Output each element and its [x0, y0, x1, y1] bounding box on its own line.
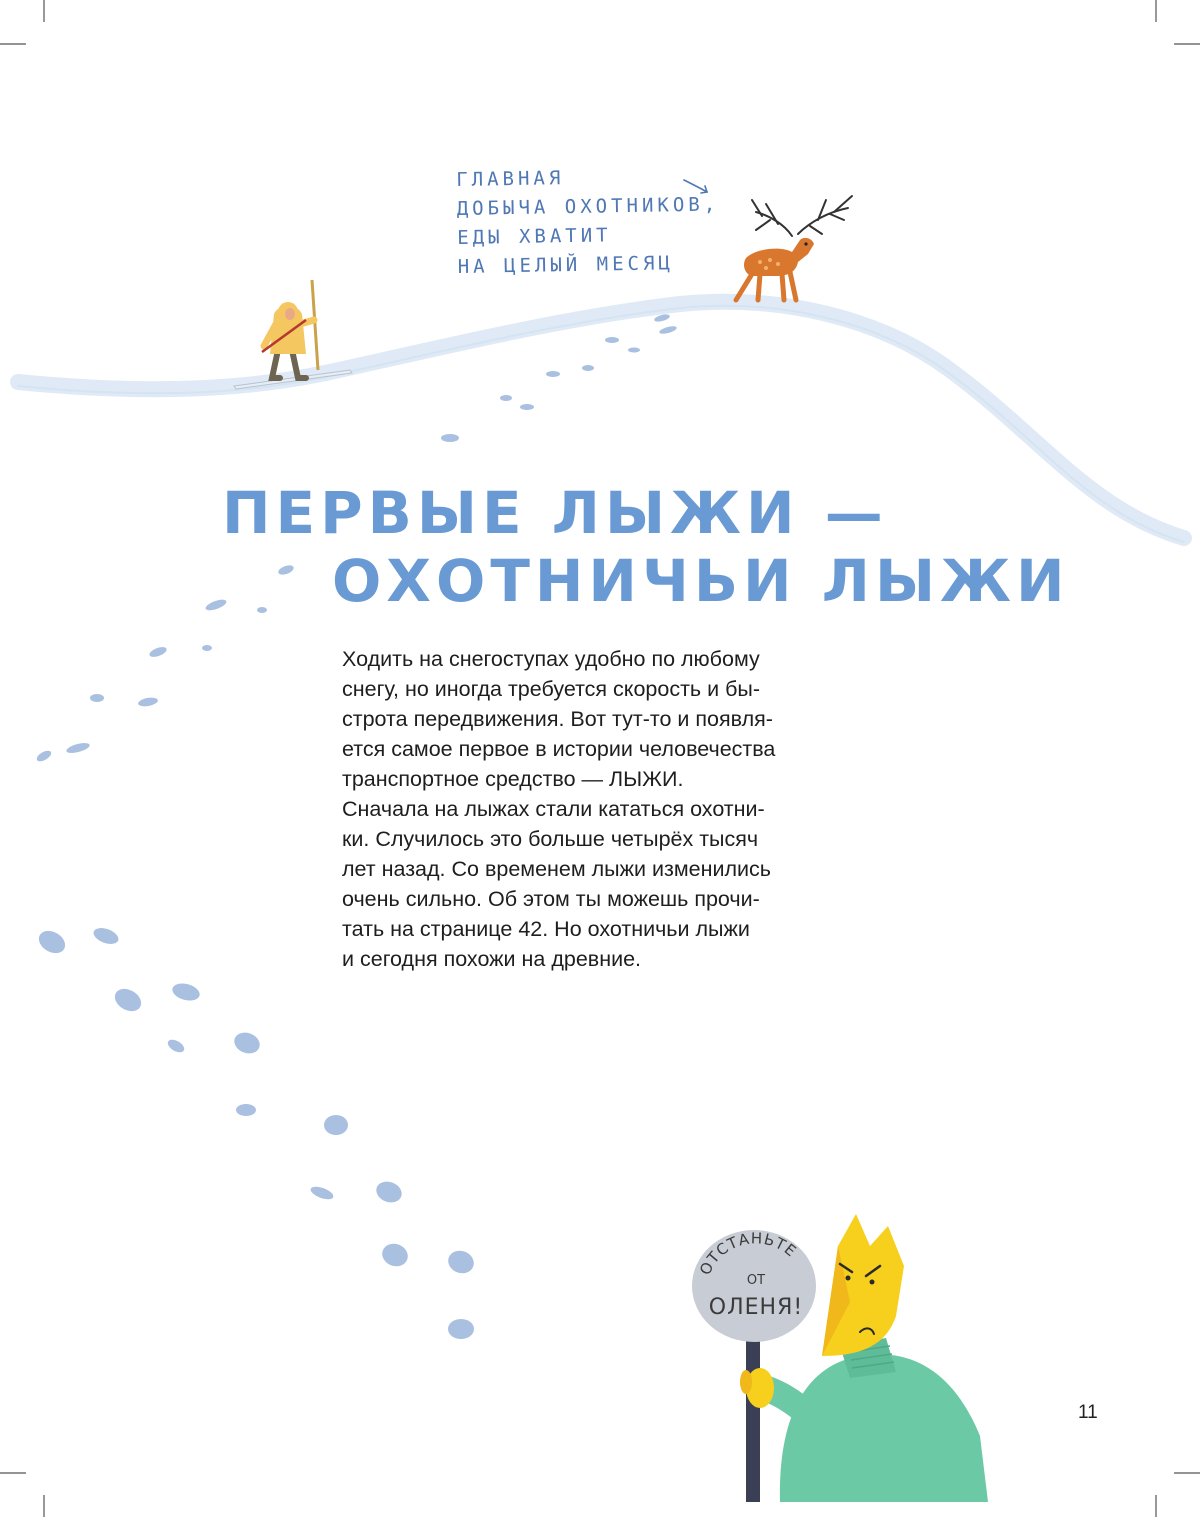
body-line: очень сильно. Об этом ты можешь прочи-	[342, 887, 760, 911]
body-line: и сегодня похожи на древние.	[342, 947, 642, 971]
sign-text-bottom: ОЛЕНЯ!	[708, 1295, 804, 1320]
caption-line: ДОБЫЧА ОХОТНИКОВ,	[456, 193, 720, 220]
body-line: ки. Случилось это больше четырёх тысяч	[342, 827, 759, 851]
body-line: Ходить на снегоступах удобно по любому	[342, 647, 760, 671]
chapter-title-line-1: ПЕРВЫЕ ЛЫЖИ —	[222, 479, 888, 547]
page-number: 11	[1078, 1402, 1098, 1423]
deer-caption	[456, 161, 758, 282]
caption-line: ЕДЫ ХВАТИТ	[457, 224, 612, 249]
sign-text-top: ОТСТАНЬТЕ	[696, 1229, 801, 1278]
caption-line: НА ЦЕЛЫЙ МЕСЯЦ	[457, 252, 675, 278]
body-line: тать на странице 42. Но охотничьи лыжи	[342, 917, 750, 941]
caption-line: ГЛАВНАЯ	[456, 167, 565, 191]
sign-text-middle: ОТ	[746, 1273, 766, 1288]
body-paragraph	[342, 644, 842, 974]
body-line: строта передвижения. Вот тут-то и появля-	[342, 707, 773, 731]
fox-with-sign-illustration	[690, 1206, 1000, 1502]
body-line: ется самое первое в истории человечества	[342, 737, 776, 761]
body-line: снегу, но иногда требуется скорость и бы-	[342, 677, 761, 701]
body-line: лет назад. Со временем лыжи изменились	[342, 857, 771, 881]
chapter-title-line-2: ОХОТНИЧЬИ ЛЫЖИ	[332, 547, 1070, 615]
body-line: транспортное средство — ЛЫЖИ.	[342, 767, 684, 791]
hunter-on-skis-illustration	[226, 274, 366, 398]
body-line: Сначала на лыжах стали кататься охотни-	[342, 797, 765, 821]
